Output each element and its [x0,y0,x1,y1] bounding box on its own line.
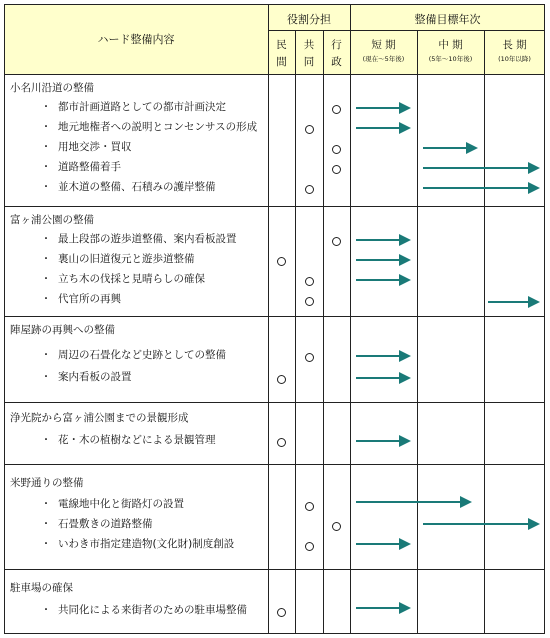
header-content-label: ハード整備内容 [97,33,175,46]
item-text: 花・木の植樹などによる景観管理 [58,434,216,446]
bullet: ・ [41,122,51,133]
bullet: ・ [41,142,51,153]
item-text: 地元地権者への説明とコンセンサスの形成 [58,121,258,133]
item-text: 裏山の旧道復元と遊歩道整備 [58,253,195,265]
bullet: ・ [41,102,51,113]
period-long-label: 長 期 [502,39,527,51]
item-text: 立ち木の伐採と見晴らしの確保 [58,273,205,285]
period-mid-label: 中 期 [438,39,463,51]
bullet: ・ [41,274,51,285]
role-joint-bottom: 同 [303,56,315,68]
item-text: 石畳敷きの道路整備 [58,518,153,530]
bullet: ・ [41,519,51,530]
bullet: ・ [41,162,51,173]
bullet: ・ [41,435,51,446]
section-title: 浄光院から富ヶ浦公園までの景観形成 [10,412,189,424]
item-text: 共同化による来街者のための駐車場整備 [58,604,247,616]
role-private-top: 民 [276,39,287,51]
period-mid-sub: (5年～10年後) [428,55,473,63]
period-long-sub: (10年以降) [498,55,531,63]
item-text: 案内看板の設置 [58,371,132,383]
item-text: 用地交渉・買収 [58,141,132,153]
item-text: 最上段部の遊歩道整備、案内看板設置 [58,233,237,245]
section-title: 陣屋跡の再興への整備 [10,324,115,336]
development-table [4,4,545,634]
section-title: 駐車場の確保 [10,582,73,594]
item-text: 道路整備着手 [58,161,121,173]
item-text: いわき市指定建造物(文化財)制度創設 [58,538,235,550]
period-short-label: 短 期 [371,39,396,51]
section-title: 米野通りの整備 [10,477,84,489]
arrow-layer [4,4,545,634]
role-admin-top: 行 [331,39,342,51]
section-title: 小名川沿道の整備 [10,82,94,94]
role-private-bottom: 間 [276,56,287,68]
header-roles-title: 役割分担 [287,13,331,26]
period-short-sub: (現在～5年後) [362,55,405,63]
role-joint-top: 共 [303,39,315,51]
bullet: ・ [41,372,51,383]
item-text: 並木道の整備、石積みの護岸整備 [58,181,216,193]
bullet: ・ [41,234,51,245]
item-text: 電線地中化と街路灯の設置 [58,498,184,510]
bullet: ・ [41,539,51,550]
role-admin-bottom: 政 [331,56,342,68]
bullet: ・ [41,182,51,193]
bullet: ・ [41,350,51,361]
bullet: ・ [41,499,51,510]
bullet: ・ [41,605,51,616]
bullet: ・ [41,294,51,305]
item-text: 都市計画道路としての都市計画決定 [58,101,226,113]
item-text: 代官所の再興 [58,293,121,305]
bullet: ・ [41,254,51,265]
section-title: 富ヶ浦公園の整備 [10,214,94,226]
item-text: 周辺の石畳化など史跡としての整備 [58,349,226,361]
header-target-title: 整備目標年次 [414,13,481,26]
